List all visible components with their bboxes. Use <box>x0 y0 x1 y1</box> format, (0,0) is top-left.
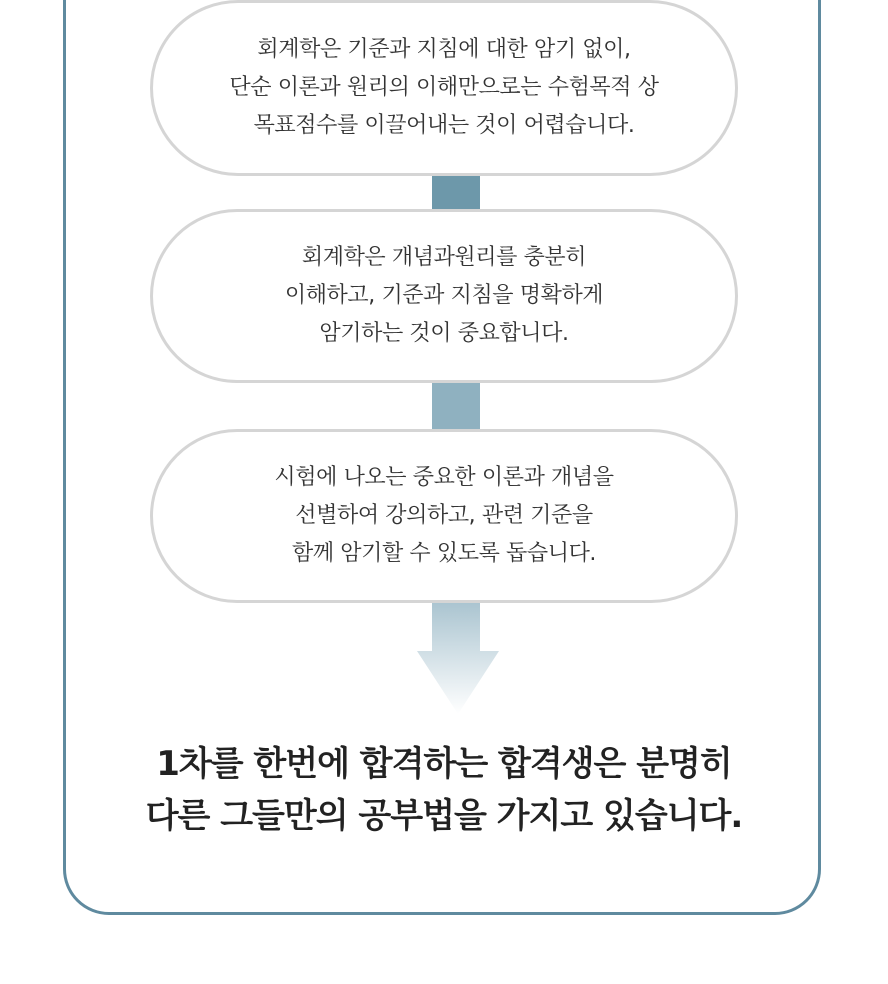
step-2-line-3: 암기하는 것이 중요합니다. <box>319 321 569 346</box>
step-2-line-1: 회계학은 개념과원리를 충분히 <box>301 245 587 270</box>
down-arrow-icon <box>417 602 499 714</box>
conclusion-line-1: 1차를 한번에 합격하는 합격생은 분명히 <box>156 744 732 784</box>
conclusion-text <box>0 738 888 842</box>
step-1-line-3: 목표점수를 이끌어내는 것이 어렵습니다. <box>253 113 635 138</box>
conclusion-line-2: 다른 그들만의 공부법을 가지고 있습니다. <box>145 796 743 836</box>
step-card-2 <box>150 209 738 383</box>
step-card-1 <box>150 0 738 176</box>
step-2-line-2: 이해하고, 기준과 지침을 명확하게 <box>284 283 604 308</box>
step-3-line-2: 선별하여 강의하고, 관련 기준을 <box>295 503 593 528</box>
step-1-line-2: 단순 이론과 원리의 이해만으로는 수험목적 상 <box>229 75 659 100</box>
flow-connector-1 <box>432 175 480 211</box>
step-3-line-3: 함께 암기할 수 있도록 돕습니다. <box>291 541 597 566</box>
step-1-line-1: 회계학은 기준과 지침에 대한 암기 없이, <box>257 37 631 62</box>
flow-connector-2 <box>432 383 480 430</box>
step-card-3 <box>150 429 738 603</box>
step-3-line-1: 시험에 나오는 중요한 이론과 개념을 <box>274 465 614 490</box>
